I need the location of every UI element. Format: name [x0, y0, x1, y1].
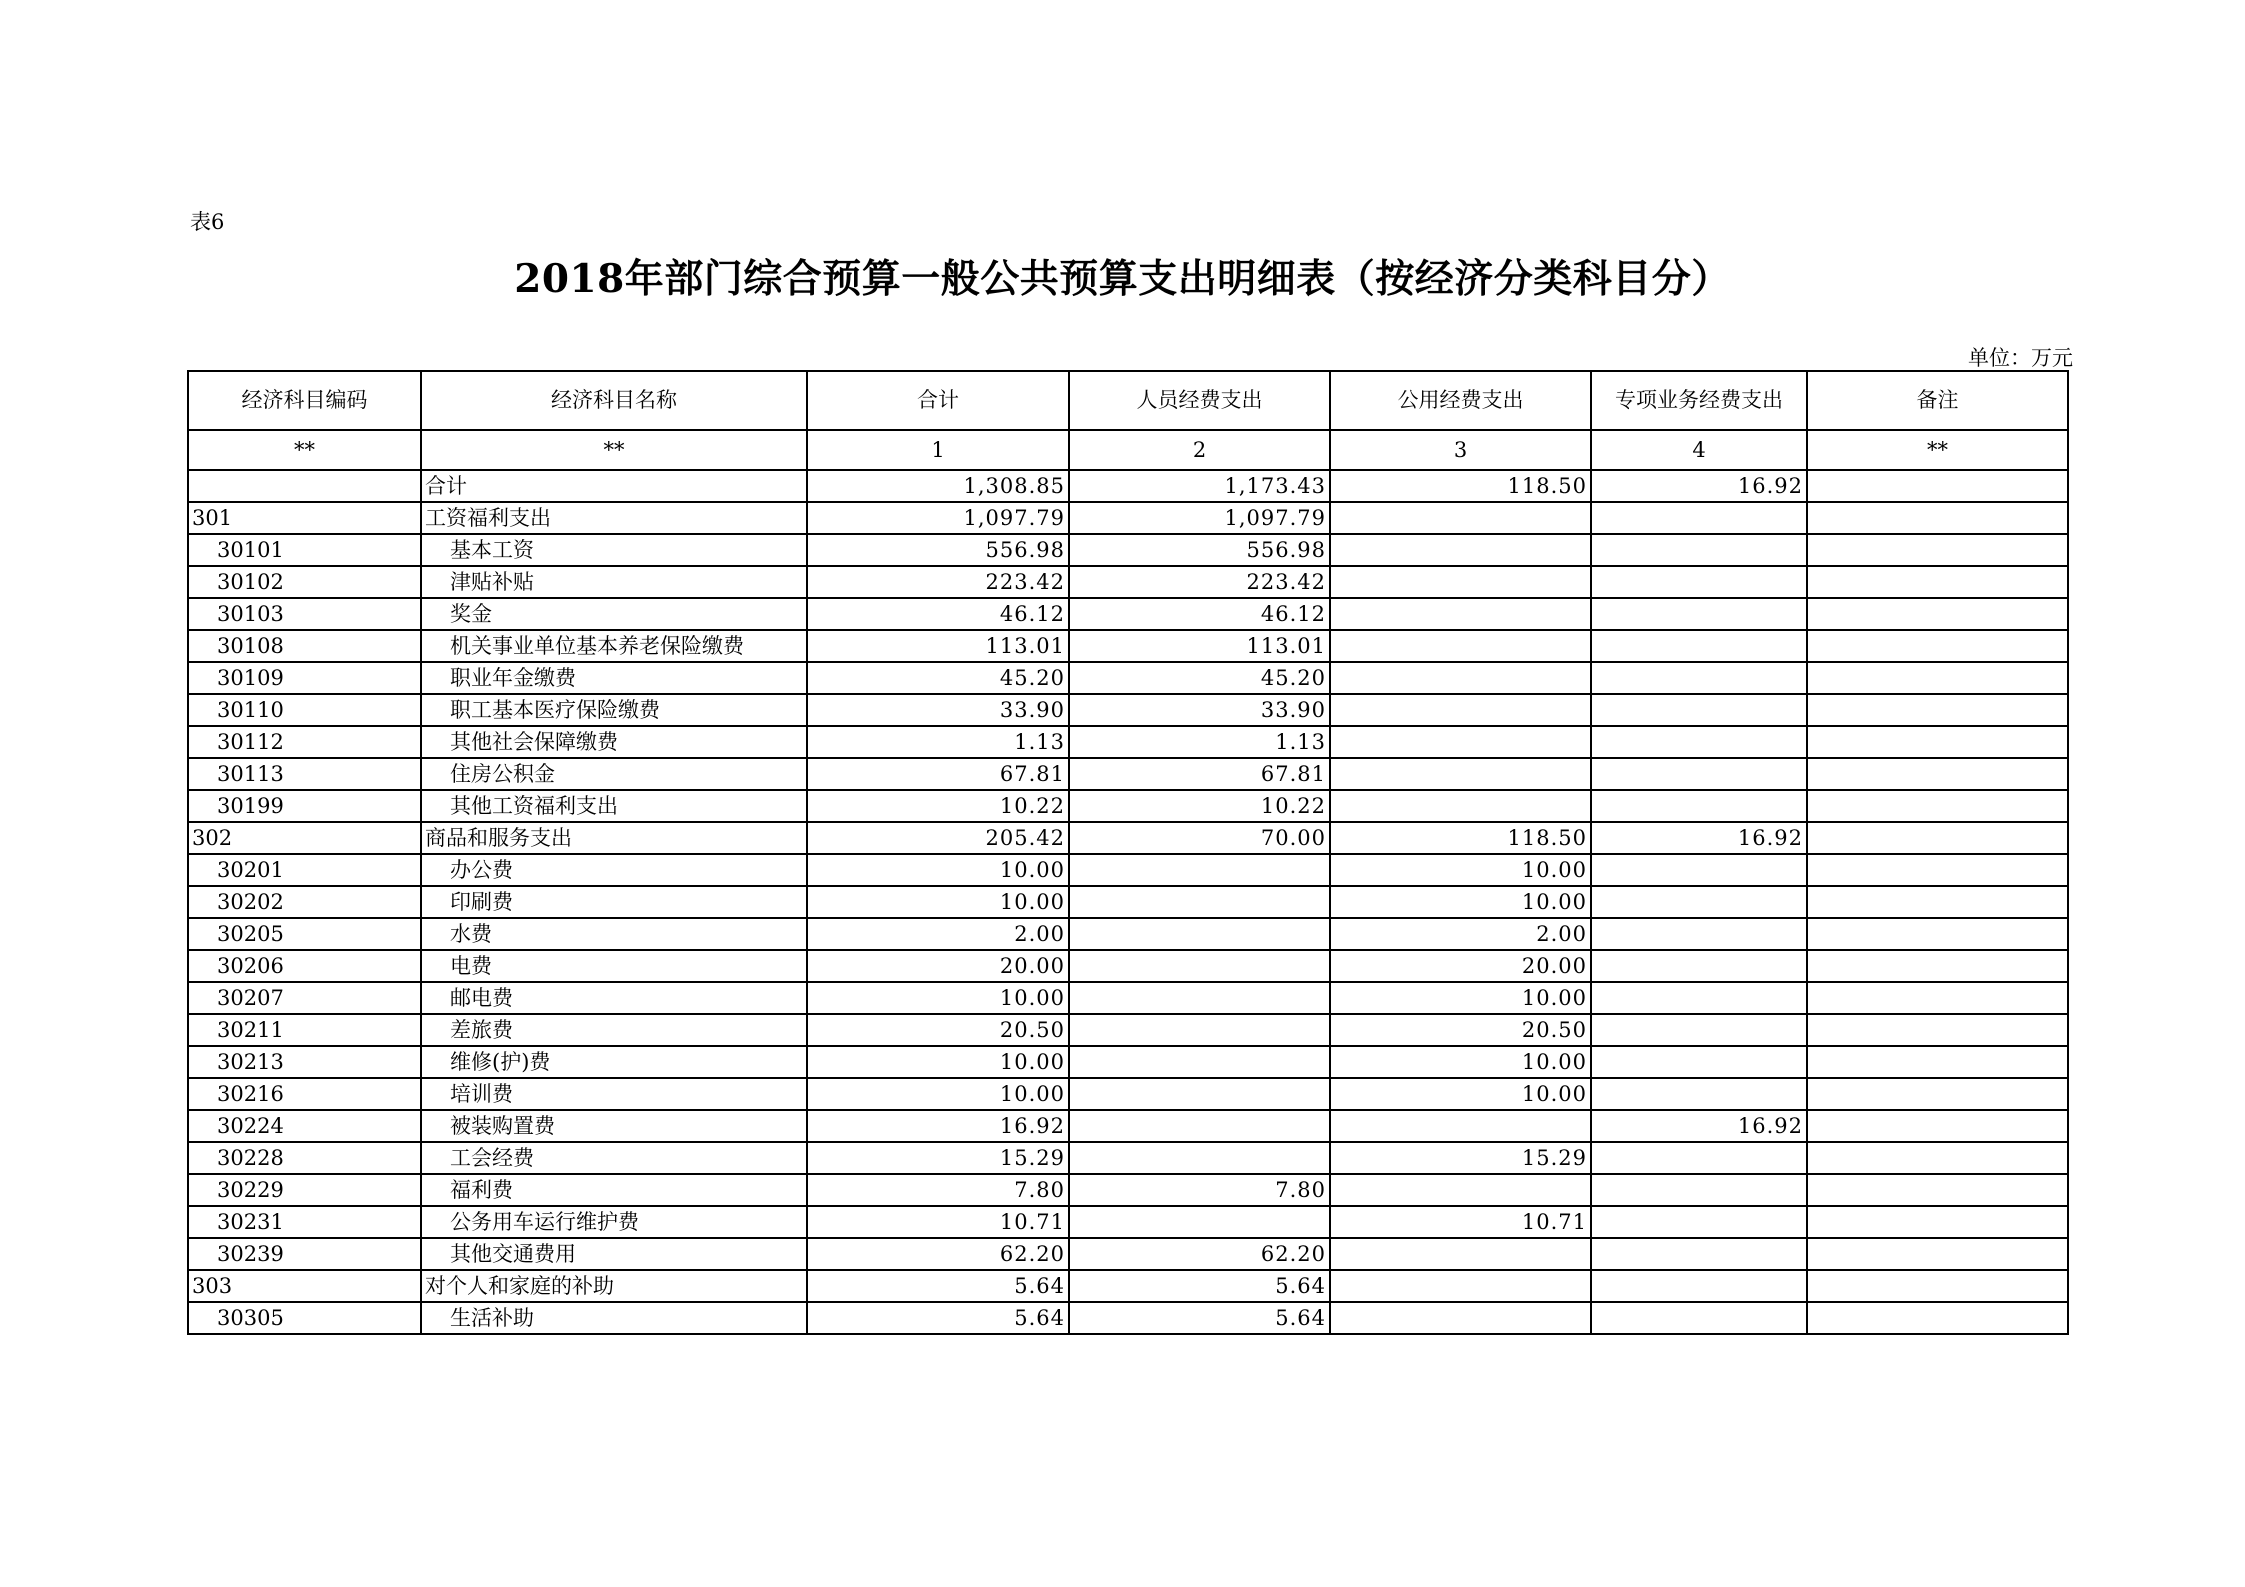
- cell-personnel: 1,097.79: [1069, 502, 1330, 534]
- cell-total: 10.00: [807, 886, 1069, 918]
- cell-name: 其他社会保障缴费: [421, 726, 807, 758]
- cell-name: 基本工资: [421, 534, 807, 566]
- cell-personnel: 45.20: [1069, 662, 1330, 694]
- header-personnel: 人员经费支出: [1069, 371, 1330, 430]
- cell-public: 118.50: [1330, 822, 1591, 854]
- table-row: [188, 1110, 2068, 1142]
- table-row: [188, 694, 2068, 726]
- table-row: [188, 918, 2068, 950]
- cell-personnel: 70.00: [1069, 822, 1330, 854]
- subheader-note: **: [1807, 430, 2068, 470]
- cell-note: [1807, 950, 2068, 982]
- cell-total: 1,097.79: [807, 502, 1069, 534]
- cell-name: 办公费: [421, 854, 807, 886]
- cell-note: [1807, 1238, 2068, 1270]
- cell-total: 223.42: [807, 566, 1069, 598]
- header-public: 公用经费支出: [1330, 371, 1591, 430]
- cell-public: 10.00: [1330, 1078, 1591, 1110]
- cell-special: 16.92: [1591, 470, 1807, 502]
- cell-total: 15.29: [807, 1142, 1069, 1174]
- cell-code: 30239: [188, 1238, 421, 1270]
- cell-code: 30205: [188, 918, 421, 950]
- cell-total: 5.64: [807, 1302, 1069, 1334]
- cell-special: [1591, 790, 1807, 822]
- cell-special: [1591, 950, 1807, 982]
- cell-code: 30108: [188, 630, 421, 662]
- cell-note: [1807, 918, 2068, 950]
- cell-name: 邮电费: [421, 982, 807, 1014]
- cell-personnel: 46.12: [1069, 598, 1330, 630]
- cell-personnel: [1069, 1142, 1330, 1174]
- cell-name: 合计: [421, 470, 807, 502]
- table-row: [188, 566, 2068, 598]
- cell-name: 津贴补贴: [421, 566, 807, 598]
- cell-personnel: 10.22: [1069, 790, 1330, 822]
- subheader-row: [188, 430, 2068, 470]
- cell-special: [1591, 726, 1807, 758]
- table-row: [188, 726, 2068, 758]
- cell-public: 118.50: [1330, 470, 1591, 502]
- cell-code: 30224: [188, 1110, 421, 1142]
- table-row: [188, 1302, 2068, 1334]
- cell-special: [1591, 502, 1807, 534]
- cell-name: 奖金: [421, 598, 807, 630]
- cell-total: 46.12: [807, 598, 1069, 630]
- table-row: [188, 950, 2068, 982]
- cell-personnel: [1069, 1206, 1330, 1238]
- cell-public: 15.29: [1330, 1142, 1591, 1174]
- cell-public: 20.50: [1330, 1014, 1591, 1046]
- cell-public: [1330, 1302, 1591, 1334]
- cell-note: [1807, 1014, 2068, 1046]
- cell-code: 30211: [188, 1014, 421, 1046]
- cell-note: [1807, 726, 2068, 758]
- cell-code: 30305: [188, 1302, 421, 1334]
- cell-code: 30103: [188, 598, 421, 630]
- table-row: [188, 534, 2068, 566]
- cell-total: 10.00: [807, 1046, 1069, 1078]
- cell-special: [1591, 1046, 1807, 1078]
- cell-special: 16.92: [1591, 822, 1807, 854]
- header-note: 备注: [1807, 371, 2068, 430]
- unit-label: 单位：万元: [1968, 346, 2073, 370]
- cell-public: 10.00: [1330, 1046, 1591, 1078]
- cell-public: 2.00: [1330, 918, 1591, 950]
- table-number: 表6: [190, 210, 225, 234]
- cell-code: 30231: [188, 1206, 421, 1238]
- cell-name: 印刷费: [421, 886, 807, 918]
- cell-code: 30112: [188, 726, 421, 758]
- cell-total: 10.00: [807, 982, 1069, 1014]
- cell-special: [1591, 534, 1807, 566]
- cell-public: [1330, 758, 1591, 790]
- cell-public: [1330, 566, 1591, 598]
- cell-total: 205.42: [807, 822, 1069, 854]
- subheader-special: 4: [1591, 430, 1807, 470]
- cell-personnel: 7.80: [1069, 1174, 1330, 1206]
- table-row: [188, 470, 2068, 502]
- table-row: [188, 1014, 2068, 1046]
- cell-note: [1807, 502, 2068, 534]
- cell-personnel: 556.98: [1069, 534, 1330, 566]
- cell-total: 20.50: [807, 1014, 1069, 1046]
- cell-personnel: 113.01: [1069, 630, 1330, 662]
- cell-total: 1.13: [807, 726, 1069, 758]
- table-row: [188, 854, 2068, 886]
- cell-special: [1591, 1014, 1807, 1046]
- cell-code: 30113: [188, 758, 421, 790]
- cell-total: 10.71: [807, 1206, 1069, 1238]
- cell-public: [1330, 598, 1591, 630]
- cell-name: 生活补助: [421, 1302, 807, 1334]
- header-name: 经济科目名称: [421, 371, 807, 430]
- cell-public: [1330, 790, 1591, 822]
- cell-personnel: [1069, 1046, 1330, 1078]
- cell-public: [1330, 1238, 1591, 1270]
- cell-personnel: 1.13: [1069, 726, 1330, 758]
- cell-name: 机关事业单位基本养老保险缴费: [421, 630, 807, 662]
- cell-name: 其他交通费用: [421, 1238, 807, 1270]
- cell-note: [1807, 470, 2068, 502]
- cell-code: 30216: [188, 1078, 421, 1110]
- cell-personnel: [1069, 982, 1330, 1014]
- cell-note: [1807, 630, 2068, 662]
- cell-personnel: 1,173.43: [1069, 470, 1330, 502]
- cell-public: 10.00: [1330, 854, 1591, 886]
- page-title: 2018年部门综合预算一般公共预算支出明细表（按经济分类科目分）: [514, 256, 1731, 302]
- cell-total: 556.98: [807, 534, 1069, 566]
- cell-special: [1591, 1270, 1807, 1302]
- cell-note: [1807, 982, 2068, 1014]
- cell-note: [1807, 1046, 2068, 1078]
- cell-public: 20.00: [1330, 950, 1591, 982]
- table-row: [188, 1142, 2068, 1174]
- table-row: [188, 662, 2068, 694]
- cell-name: 公务用车运行维护费: [421, 1206, 807, 1238]
- cell-personnel: 33.90: [1069, 694, 1330, 726]
- cell-special: [1591, 630, 1807, 662]
- table-row: [188, 598, 2068, 630]
- cell-total: 2.00: [807, 918, 1069, 950]
- cell-special: [1591, 662, 1807, 694]
- cell-public: [1330, 502, 1591, 534]
- cell-special: [1591, 758, 1807, 790]
- cell-total: 62.20: [807, 1238, 1069, 1270]
- cell-code: 30102: [188, 566, 421, 598]
- header-special: 专项业务经费支出: [1591, 371, 1807, 430]
- table-row: [188, 1046, 2068, 1078]
- cell-name: 被装购置费: [421, 1110, 807, 1142]
- cell-note: [1807, 598, 2068, 630]
- cell-note: [1807, 790, 2068, 822]
- cell-special: [1591, 982, 1807, 1014]
- cell-note: [1807, 1174, 2068, 1206]
- table-row: [188, 1238, 2068, 1270]
- cell-name: 职工基本医疗保险缴费: [421, 694, 807, 726]
- cell-public: [1330, 662, 1591, 694]
- subheader-public: 3: [1330, 430, 1591, 470]
- cell-name: 维修(护)费: [421, 1046, 807, 1078]
- header-row: [188, 371, 2068, 430]
- cell-code: 30206: [188, 950, 421, 982]
- budget-table: [187, 370, 2069, 1335]
- cell-code: 30228: [188, 1142, 421, 1174]
- cell-note: [1807, 1302, 2068, 1334]
- cell-public: 10.71: [1330, 1206, 1591, 1238]
- cell-special: [1591, 1206, 1807, 1238]
- cell-name: 电费: [421, 950, 807, 982]
- cell-special: [1591, 1302, 1807, 1334]
- cell-personnel: [1069, 1078, 1330, 1110]
- subheader-code: **: [188, 430, 421, 470]
- cell-name: 水费: [421, 918, 807, 950]
- cell-public: [1330, 534, 1591, 566]
- cell-total: 16.92: [807, 1110, 1069, 1142]
- cell-name: 福利费: [421, 1174, 807, 1206]
- cell-note: [1807, 886, 2068, 918]
- cell-note: [1807, 1110, 2068, 1142]
- cell-note: [1807, 1270, 2068, 1302]
- cell-name: 商品和服务支出: [421, 822, 807, 854]
- cell-total: 20.00: [807, 950, 1069, 982]
- cell-total: 113.01: [807, 630, 1069, 662]
- subheader-personnel: 2: [1069, 430, 1330, 470]
- cell-special: [1591, 1238, 1807, 1270]
- cell-total: 10.00: [807, 1078, 1069, 1110]
- cell-note: [1807, 1078, 2068, 1110]
- cell-personnel: 62.20: [1069, 1238, 1330, 1270]
- table-row: [188, 630, 2068, 662]
- cell-public: 10.00: [1330, 982, 1591, 1014]
- cell-special: [1591, 1174, 1807, 1206]
- table-row: [188, 1206, 2068, 1238]
- cell-personnel: [1069, 950, 1330, 982]
- cell-special: [1591, 854, 1807, 886]
- table-row: [188, 1078, 2068, 1110]
- cell-personnel: [1069, 918, 1330, 950]
- cell-personnel: [1069, 1110, 1330, 1142]
- subheader-total: 1: [807, 430, 1069, 470]
- cell-code: 30101: [188, 534, 421, 566]
- cell-total: 7.80: [807, 1174, 1069, 1206]
- cell-special: [1591, 1078, 1807, 1110]
- cell-code: 30213: [188, 1046, 421, 1078]
- cell-personnel: 5.64: [1069, 1270, 1330, 1302]
- cell-code: 30199: [188, 790, 421, 822]
- cell-name: 差旅费: [421, 1014, 807, 1046]
- cell-total: 33.90: [807, 694, 1069, 726]
- cell-name: 工资福利支出: [421, 502, 807, 534]
- cell-name: 住房公积金: [421, 758, 807, 790]
- header-code: 经济科目编码: [188, 371, 421, 430]
- cell-note: [1807, 534, 2068, 566]
- table-row: [188, 758, 2068, 790]
- cell-code: 30202: [188, 886, 421, 918]
- cell-special: [1591, 1142, 1807, 1174]
- cell-name: 职业年金缴费: [421, 662, 807, 694]
- cell-note: [1807, 854, 2068, 886]
- cell-personnel: 223.42: [1069, 566, 1330, 598]
- table-row: [188, 1174, 2068, 1206]
- cell-code: [188, 470, 421, 502]
- cell-code: 30207: [188, 982, 421, 1014]
- cell-total: 1,308.85: [807, 470, 1069, 502]
- cell-personnel: 5.64: [1069, 1302, 1330, 1334]
- table-row: [188, 886, 2068, 918]
- table-row: [188, 790, 2068, 822]
- cell-public: [1330, 1270, 1591, 1302]
- cell-public: [1330, 726, 1591, 758]
- cell-public: [1330, 1174, 1591, 1206]
- cell-public: 10.00: [1330, 886, 1591, 918]
- cell-name: 工会经费: [421, 1142, 807, 1174]
- cell-special: 16.92: [1591, 1110, 1807, 1142]
- cell-public: [1330, 630, 1591, 662]
- subheader-name: **: [421, 430, 807, 470]
- cell-total: 67.81: [807, 758, 1069, 790]
- table-row: [188, 1270, 2068, 1302]
- cell-code: 301: [188, 502, 421, 534]
- cell-personnel: 67.81: [1069, 758, 1330, 790]
- cell-note: [1807, 1206, 2068, 1238]
- cell-code: 30110: [188, 694, 421, 726]
- cell-note: [1807, 662, 2068, 694]
- table-row: [188, 982, 2068, 1014]
- cell-personnel: [1069, 854, 1330, 886]
- cell-total: 45.20: [807, 662, 1069, 694]
- table-row: [188, 822, 2068, 854]
- header-total: 合计: [807, 371, 1069, 430]
- cell-special: [1591, 566, 1807, 598]
- cell-public: [1330, 694, 1591, 726]
- cell-personnel: [1069, 1014, 1330, 1046]
- cell-note: [1807, 694, 2068, 726]
- cell-total: 10.22: [807, 790, 1069, 822]
- cell-special: [1591, 918, 1807, 950]
- cell-special: [1591, 886, 1807, 918]
- cell-special: [1591, 694, 1807, 726]
- cell-note: [1807, 566, 2068, 598]
- cell-name: 其他工资福利支出: [421, 790, 807, 822]
- cell-code: 30229: [188, 1174, 421, 1206]
- cell-code: 302: [188, 822, 421, 854]
- table-row: [188, 502, 2068, 534]
- cell-total: 10.00: [807, 854, 1069, 886]
- cell-code: 30109: [188, 662, 421, 694]
- cell-code: 30201: [188, 854, 421, 886]
- cell-personnel: [1069, 886, 1330, 918]
- cell-special: [1591, 598, 1807, 630]
- cell-name: 培训费: [421, 1078, 807, 1110]
- cell-note: [1807, 822, 2068, 854]
- cell-public: [1330, 1110, 1591, 1142]
- cell-code: 303: [188, 1270, 421, 1302]
- cell-total: 5.64: [807, 1270, 1069, 1302]
- cell-note: [1807, 758, 2068, 790]
- cell-note: [1807, 1142, 2068, 1174]
- cell-name: 对个人和家庭的补助: [421, 1270, 807, 1302]
